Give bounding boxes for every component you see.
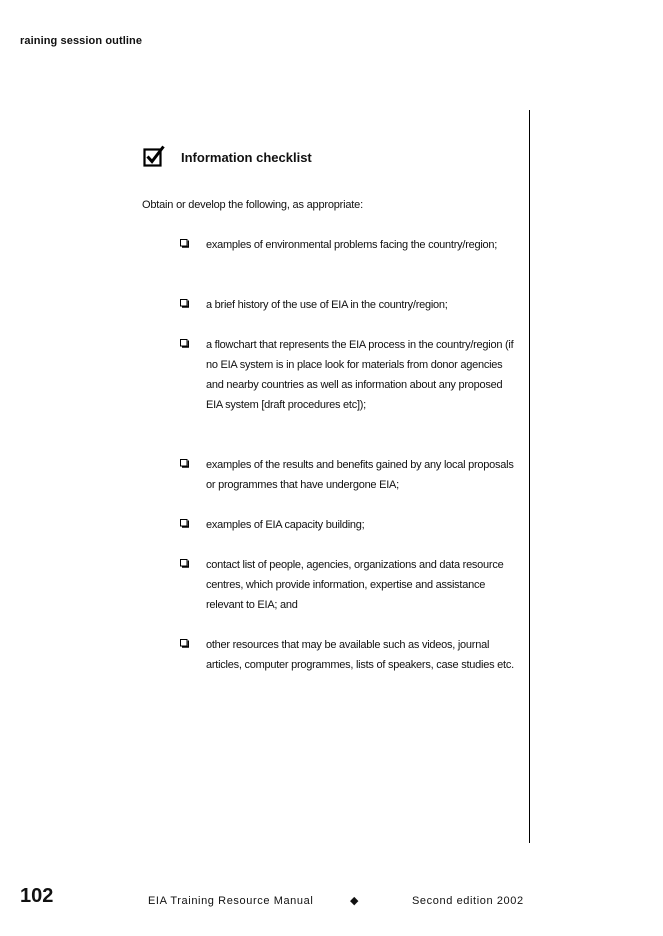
running-header: raining session outline xyxy=(20,35,143,47)
checklist-item xyxy=(180,235,520,255)
section-heading xyxy=(143,145,312,167)
vertical-rule xyxy=(529,110,530,843)
footer-manual-title: EIA Training Resource Manual xyxy=(148,895,314,907)
shadowed-square-bullet-icon xyxy=(180,519,189,528)
checklist-item-text: examples of the results and benefits gained by any local proposals or programmes that have undergone EIA; xyxy=(206,459,514,491)
checklist-item-text: other resources that may be available such as videos, journal articles, computer programmes, lists of speakers, case studies etc. xyxy=(206,639,514,671)
checklist-item xyxy=(180,515,520,535)
checklist-item-text: a brief history of the use of EIA in the country/region; xyxy=(206,299,448,311)
checklist-item xyxy=(180,295,520,315)
section-title: Information checklist xyxy=(181,150,312,165)
shadowed-square-bullet-icon xyxy=(180,559,189,568)
intro-text: Obtain or develop the following, as appropriate: xyxy=(142,199,363,211)
shadowed-square-bullet-icon xyxy=(180,459,189,468)
footer-edition: Second edition 2002 xyxy=(412,895,524,907)
shadowed-square-bullet-icon xyxy=(180,239,189,248)
checked-box-icon xyxy=(143,145,165,167)
checklist-item-text: a flowchart that represents the EIA process in the country/region (if no EIA system is in place look for materials from donor agencies and nearby countries as well as information about any proposed EIA system [draft procedures etc]); xyxy=(206,339,514,411)
footer-diamond-separator: ◆ xyxy=(350,895,359,907)
checklist-item-text: examples of environmental problems facing the country/region; xyxy=(206,239,498,251)
checklist-item-text: examples of EIA capacity building; xyxy=(206,519,365,531)
checklist-item xyxy=(180,555,520,615)
checklist-item xyxy=(180,335,520,415)
checklist-item-text: contact list of people, agencies, organizations and data resource centres, which provide information, expertise and assistance relevant to EIA; and xyxy=(206,559,504,611)
shadowed-square-bullet-icon xyxy=(180,639,189,648)
checklist-item xyxy=(180,635,520,675)
checklist-item xyxy=(180,455,520,495)
shadowed-square-bullet-icon xyxy=(180,339,189,348)
page-number: 102 xyxy=(20,885,54,907)
shadowed-square-bullet-icon xyxy=(180,299,189,308)
